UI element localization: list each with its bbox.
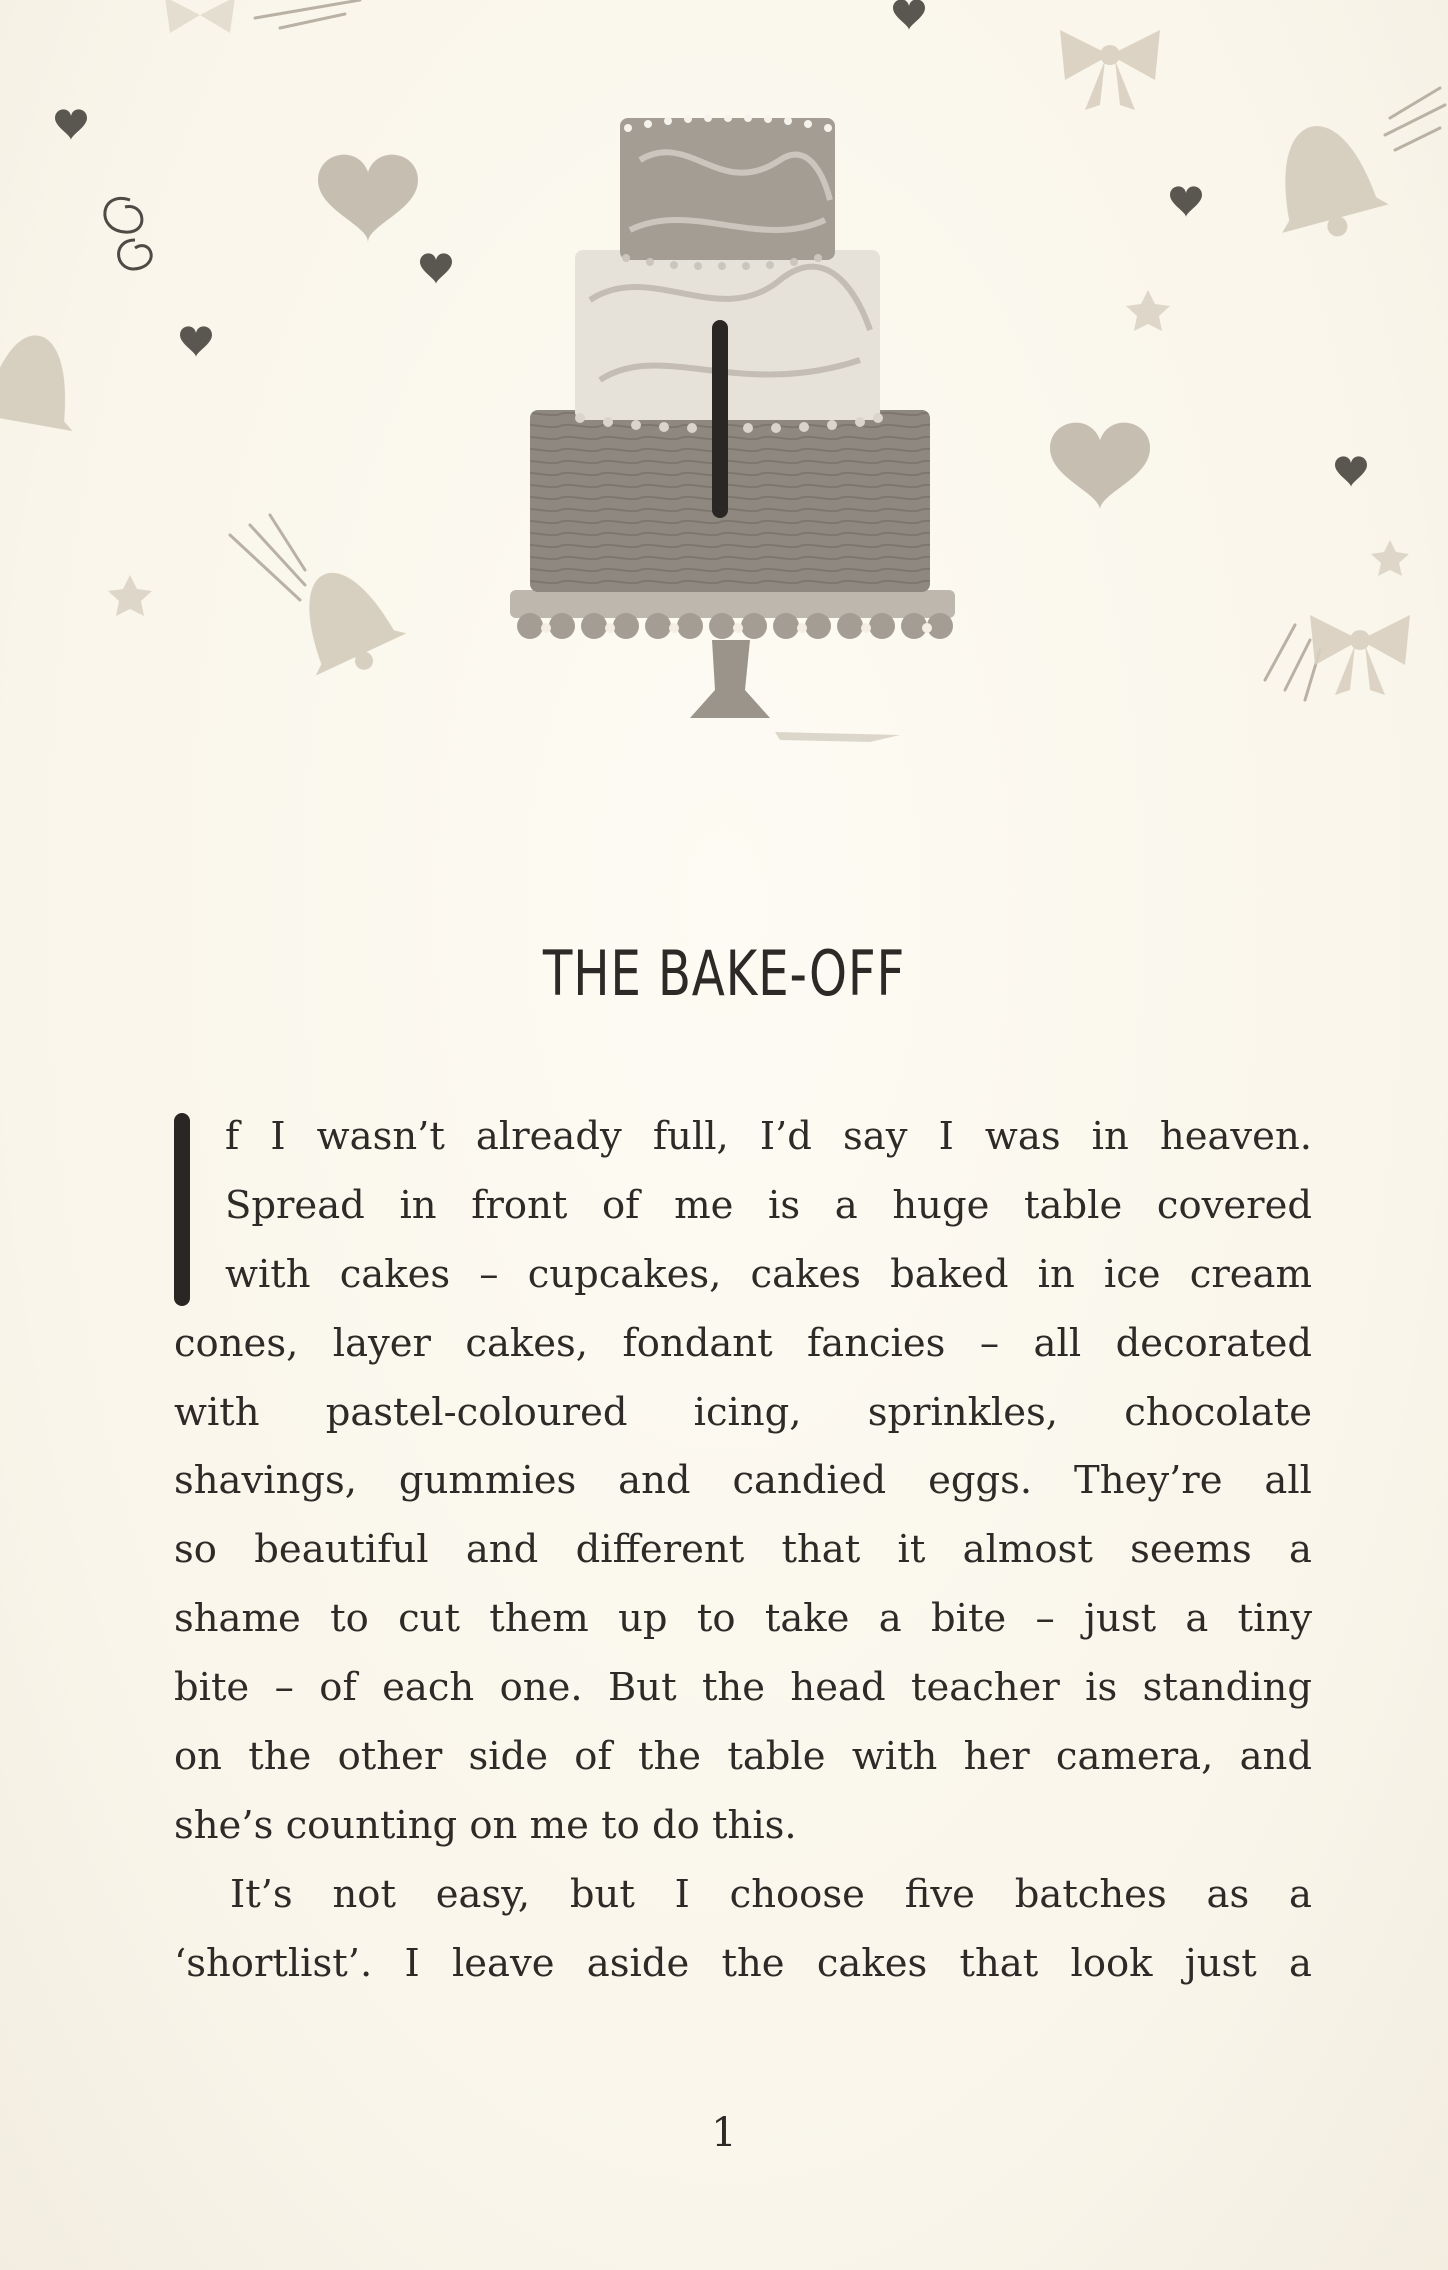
text-line: f I wasn’t already full, I’d say I was in heaven.: [225, 1114, 1312, 1159]
text-line: with pastel-coloured icing, sprinkles, chocolate: [174, 1389, 1312, 1435]
cake-stand: [510, 590, 955, 742]
text-line: with cakes – cupcakes, cakes baked in ice cream: [225, 1251, 1312, 1297]
text-line: Spread in front of me is a huge table covered: [225, 1182, 1312, 1228]
text-line: It’s not easy, but I choose five batches as a: [230, 1871, 1312, 1917]
text-line: cones, layer cakes, fondant fancies – all decorated: [174, 1320, 1312, 1366]
flourish-icon: [105, 198, 151, 269]
wedding-cake-illustration: [0, 0, 1448, 780]
text-line: she’s counting on me to do this.: [174, 1802, 797, 1848]
cake-tiers: [530, 114, 930, 592]
text-line: shavings, gummies and candied eggs. They’re all: [174, 1458, 1312, 1504]
page-number: 1: [711, 2110, 737, 2156]
text-line: ‘shortlist’. I leave aside the cakes that look just a: [174, 1940, 1312, 1986]
text-line: so beautiful and different that it almost seems a: [174, 1527, 1312, 1573]
chapter-body: [174, 1103, 1312, 1999]
chapter-title: THE BAKE-OFF: [542, 936, 906, 1010]
text-line: on the other side of the table with her camera, and: [174, 1734, 1312, 1780]
text-line: shame to cut them up to take a bite – just a tiny: [174, 1596, 1312, 1642]
chapter-number-bar: [712, 320, 728, 518]
text-line: bite – of each one. But the head teacher is standing: [174, 1665, 1312, 1711]
